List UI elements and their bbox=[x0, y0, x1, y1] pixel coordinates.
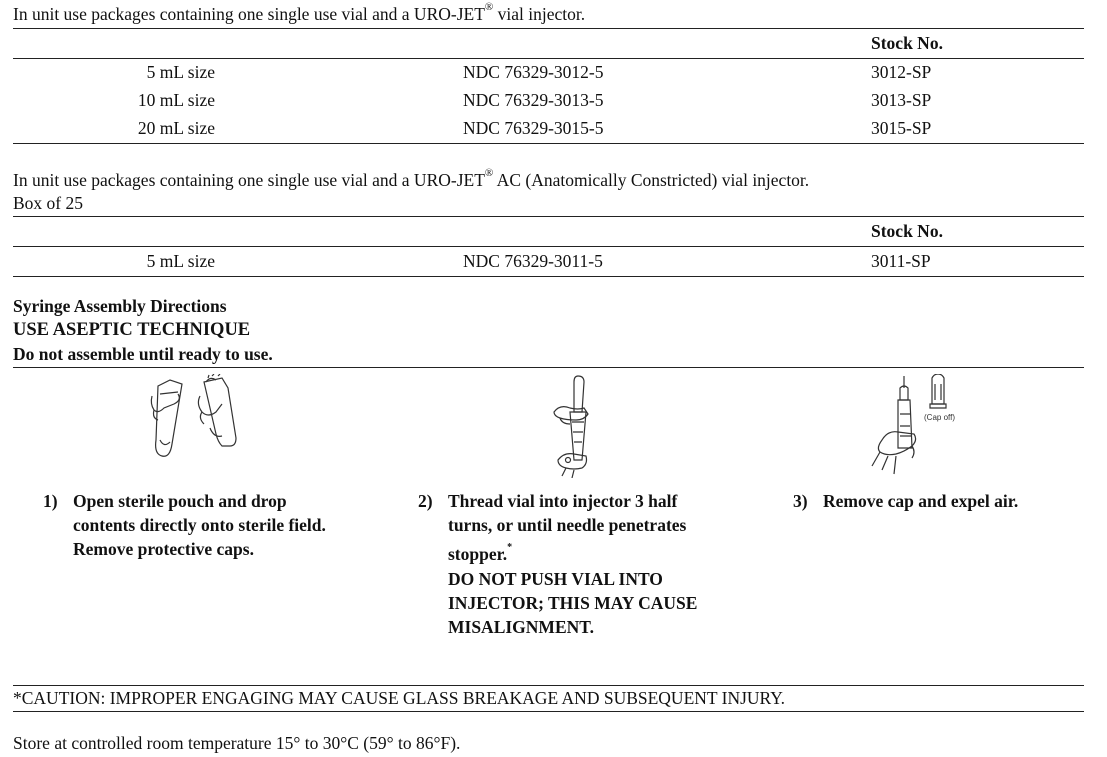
cap-off-label: (Cap off) bbox=[924, 413, 955, 422]
stock-header: Stock No. bbox=[871, 221, 943, 241]
divider bbox=[13, 28, 1084, 29]
section1-intro bbox=[13, 1, 586, 25]
aseptic-technique-heading: USE ASEPTIC TECHNIQUE bbox=[13, 320, 251, 340]
divider bbox=[13, 711, 1084, 712]
divider bbox=[13, 216, 1084, 217]
registered-mark: ® bbox=[484, 1, 494, 13]
divider bbox=[13, 685, 1084, 686]
divider bbox=[13, 367, 1084, 368]
table-row-stock: 3012-SP bbox=[871, 62, 932, 82]
step-line: contents directly onto sterile field. bbox=[73, 515, 326, 535]
divider bbox=[13, 246, 1084, 247]
directions-title: Syringe Assembly Directions bbox=[13, 296, 227, 316]
step-line: stopper. bbox=[448, 544, 508, 564]
section2-intro-text: In unit use packages containing one single use vial and a URO-JET bbox=[13, 170, 485, 190]
hands-opening-pouch-illustration bbox=[148, 374, 240, 466]
step-line: Thread vial into injector 3 half bbox=[448, 491, 678, 511]
table-row-size: 20 mL size bbox=[137, 118, 215, 138]
storage-instructions: Store at controlled room temperature 15° to 30°C (59° to 86°F). bbox=[13, 733, 461, 753]
step-number: 1) bbox=[43, 491, 58, 511]
step-number: 2) bbox=[418, 491, 433, 511]
step-warning-line: DO NOT PUSH VIAL INTO bbox=[448, 569, 663, 589]
step-line: Remove cap and expel air. bbox=[823, 491, 1019, 511]
table-row-ndc: NDC 76329-3013-5 bbox=[463, 90, 604, 110]
table-row-ndc: NDC 76329-3012-5 bbox=[463, 62, 604, 82]
step-line: turns, or until needle penetrates bbox=[448, 515, 687, 535]
table-row-stock: 3015-SP bbox=[871, 118, 932, 138]
footnote-mark: * bbox=[507, 542, 513, 553]
table-row-ndc: NDC 76329-3015-5 bbox=[463, 118, 604, 138]
step-number: 3) bbox=[793, 491, 808, 511]
step-line: Remove protective caps. bbox=[73, 539, 254, 559]
divider bbox=[13, 276, 1084, 277]
stock-header: Stock No. bbox=[871, 33, 943, 53]
table-row-ndc: NDC 76329-3011-5 bbox=[463, 251, 603, 271]
section1-intro-tail: vial injector. bbox=[493, 4, 586, 24]
section2-intro-tail: AC (Anatomically Constricted) vial injector. bbox=[493, 170, 810, 190]
table-row-stock: 3013-SP bbox=[871, 90, 932, 110]
table-row-size: 5 mL size bbox=[146, 62, 215, 82]
step-warning-line: MISALIGNMENT. bbox=[448, 617, 595, 637]
section1-intro-text: In unit use packages containing one single use vial and a URO-JET bbox=[13, 4, 485, 24]
threading-vial-illustration bbox=[540, 374, 600, 478]
section2-intro bbox=[13, 167, 810, 191]
caution-notice: *CAUTION: IMPROPER ENGAGING MAY CAUSE GLASS BREAKAGE AND SUBSEQUENT INJURY. bbox=[13, 688, 786, 708]
step-warning-line: INJECTOR; THIS MAY CAUSE bbox=[448, 593, 698, 613]
table-row-size: 5 mL size bbox=[146, 251, 215, 271]
table-row-size: 10 mL size bbox=[137, 90, 215, 110]
step-line: Open sterile pouch and drop bbox=[73, 491, 287, 511]
assembly-warning: Do not assemble until ready to use. bbox=[13, 344, 273, 364]
table-row-stock: 3011-SP bbox=[871, 251, 931, 271]
removing-cap-illustration bbox=[868, 374, 960, 478]
divider bbox=[13, 143, 1084, 144]
registered-mark: ® bbox=[484, 167, 494, 179]
step-line-stopper bbox=[448, 542, 512, 566]
box-quantity: Box of 25 bbox=[13, 193, 83, 213]
divider bbox=[13, 58, 1084, 59]
